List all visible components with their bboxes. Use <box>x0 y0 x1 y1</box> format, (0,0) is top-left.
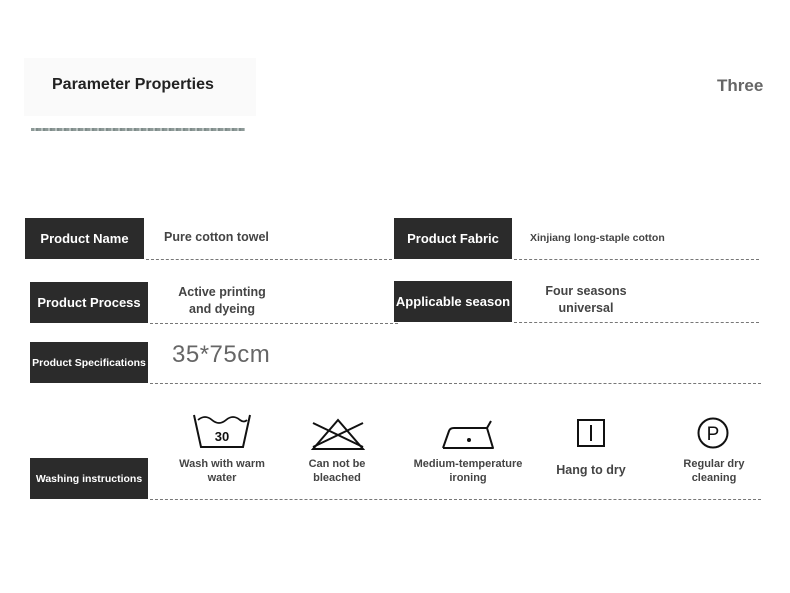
product-name-value: Pure cotton towel <box>164 230 269 244</box>
wash-warm-label-line1: Wash with warm <box>179 458 265 470</box>
applicable-season-value-line2: universal <box>558 301 614 315</box>
dry-clean-label <box>670 457 758 485</box>
wash-warm-label <box>172 457 272 485</box>
wash-30-icon <box>192 413 252 449</box>
dry-clean-p-icon-text: P <box>706 424 720 445</box>
iron-medium-label <box>408 457 528 485</box>
product-process-value-line2: and dyeing <box>189 302 255 316</box>
product-name-label <box>25 218 144 259</box>
no-bleach-label-line2: bleached <box>313 472 361 484</box>
hang-dry-label-line1: Hang to dry <box>556 463 626 477</box>
washing-instructions-label <box>30 458 148 499</box>
product-fabric-label-text: Product Fabric <box>407 231 499 246</box>
product-process-value <box>150 284 294 318</box>
title-underline <box>31 128 245 131</box>
iron-medium-label-line2: ironing <box>449 472 487 484</box>
product-process-label <box>30 282 148 323</box>
product-fabric-label <box>394 218 512 259</box>
hang-dry-icon <box>577 419 605 447</box>
divider <box>514 322 759 323</box>
divider <box>146 259 392 260</box>
dry-clean-label-line1: Regular dry <box>683 458 745 470</box>
product-process-value-line1: Active printing <box>178 285 266 299</box>
no-bleach-label-line1: Can not be <box>308 458 366 470</box>
product-fabric-value: Xinjiang long-staple cotton <box>530 232 665 244</box>
iron-medium-label-line1: Medium-temperature <box>413 458 523 470</box>
applicable-season-value <box>530 283 642 317</box>
product-specifications-label <box>30 342 148 383</box>
wash-30-icon-text: 30 <box>214 429 230 444</box>
no-bleach-icon <box>310 417 366 451</box>
iron-medium-icon <box>441 420 495 450</box>
applicable-season-label <box>394 281 512 322</box>
product-process-label-text: Product Process <box>37 295 141 310</box>
divider <box>150 323 398 324</box>
no-bleach-label <box>292 457 382 485</box>
applicable-season-value-line1: Four seasons <box>545 284 627 298</box>
dry-clean-label-line2: cleaning <box>691 472 737 484</box>
applicable-season-label-text: Applicable season <box>395 294 511 309</box>
dry-clean-p-icon <box>697 417 729 449</box>
divider <box>514 259 759 260</box>
divider <box>150 383 761 384</box>
washing-instructions-label-text: Washing instructions <box>35 472 143 485</box>
product-specifications-value: 35*75cm <box>172 341 271 368</box>
page-number-word: Three <box>717 76 764 95</box>
hang-dry-label <box>545 463 637 477</box>
wash-warm-label-line2: water <box>207 472 237 484</box>
product-name-label-text: Product Name <box>40 231 129 246</box>
product-specifications-label-text: Product Specifications <box>32 356 146 369</box>
divider <box>150 499 761 500</box>
page-title: Parameter Properties <box>52 76 214 93</box>
